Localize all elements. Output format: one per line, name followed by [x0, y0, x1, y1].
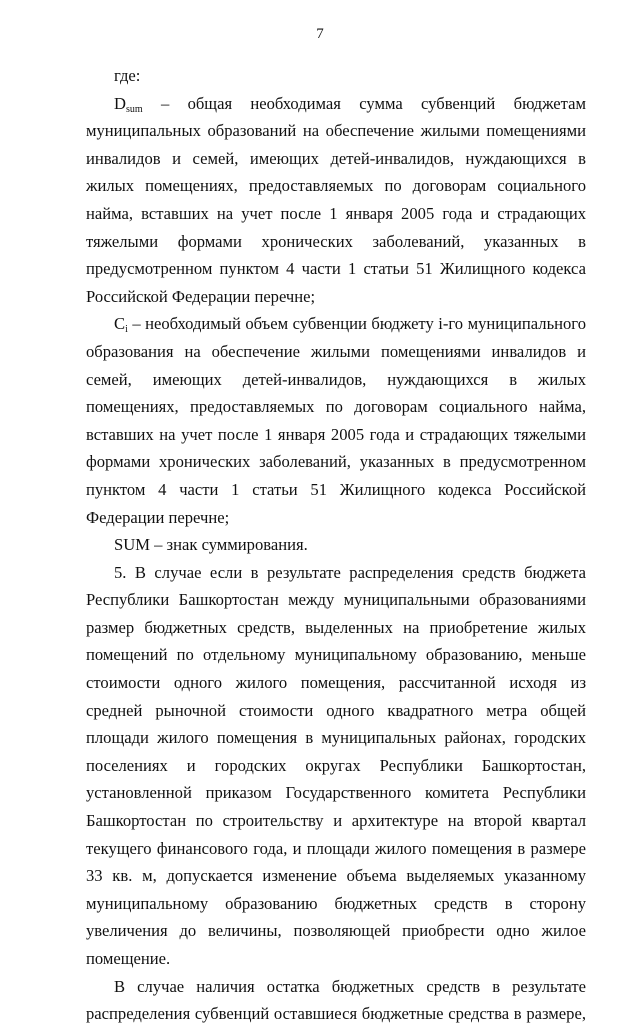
dsum-subscript: sum — [125, 103, 143, 115]
document-body — [86, 62, 586, 1028]
paragraph-remainder: В случае наличия остатка бюджетных средств в результате распределения субвенций оставшиеся бюджетные средства в размере, — [86, 976, 586, 1024]
dsum-symbol: D — [114, 93, 126, 113]
ci-symbol: C — [114, 314, 126, 334]
paragraph-ci — [86, 310, 586, 531]
paragraph-item-5: 5. В случае если в результате распределения средств бюджета Республики Башкортостан между муниципальными образованиями размер бюджетных средств, выделенных на приобретение жилых помещений по отдельному муниципальному образованию, меньше стоимости одного жилого помещения, рассчитанной исходя из средней рыночной стоимости одного квадратного метра общей площади жилого помещения в муниципальных районах, городских поселениях и городских округах Республики Башкортостан, установленной приказом Государственного комитета Республики Башкортостан по строительству и архитектуре на второй квартал текущего финансового года, и площади жилого помещения в размере 33 кв. м, допускается изменение объема выделяемых указанному муниципальному образованию бюджетных средств в сторону увеличения до величины, позволяющей приобрести одно жилое помещение. — [86, 562, 586, 968]
ci-subscript: i — [125, 324, 128, 336]
page-number: 7 — [316, 26, 324, 42]
dsum-definition: – общая необходимая сумма субвенций бюджетам муниципальных образований на обеспечение жилыми помещениями инвалидов и семей, имеющих детей-инвалидов, нуждающихся в жилых помещениях, предоставляемых по договорам социального найма, вставших на учет после 1 января 2005 года и страдающих тяжелыми формами хронических заболеваний, указанных в предусмотренном пунктом 4 части 1 статьи 51 Жилищного кодекса Российской Федерации перечне; — [86, 93, 586, 306]
paragraph-dsum — [86, 90, 586, 311]
ci-definition: – необходимый объем субвенции бюджету i-го муниципального образования на обеспечение жилыми помещениями инвалидов и семей, имеющих детей-инвалидов, нуждающихся в жилых помещениях, предоставляемых по договорам социального найма, вставших на учет после 1 января 2005 года и страдающих тяжелыми формами хронических заболеваний, указанных в предусмотренном пунктом 4 части 1 статьи 51 Жилищного кодекса Российской Федерации перечне; — [86, 314, 586, 527]
where-label: где: — [114, 66, 141, 85]
paragraph-sum: SUM – знак суммирования. — [114, 535, 308, 555]
